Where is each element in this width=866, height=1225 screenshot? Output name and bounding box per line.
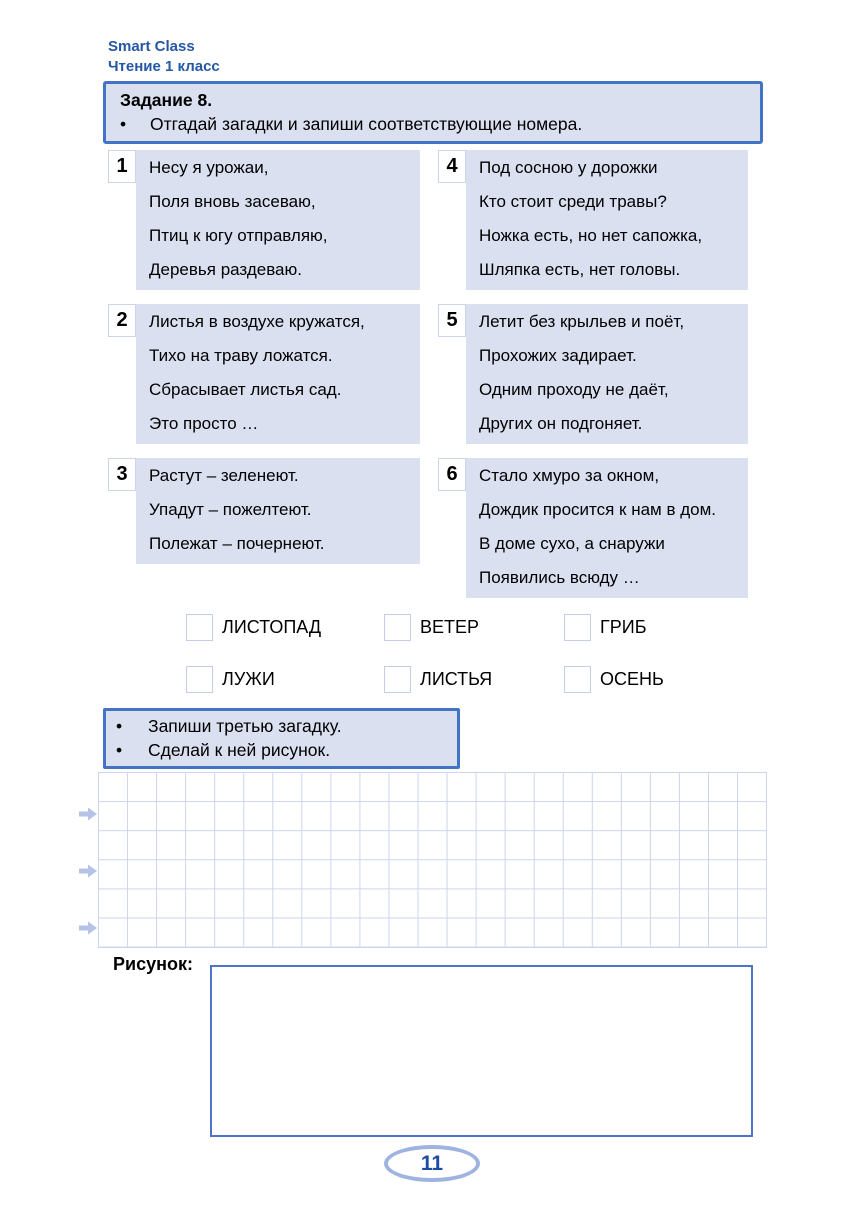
- riddle-text: [466, 150, 748, 290]
- riddle-line: Это просто …: [149, 414, 259, 433]
- riddle-text: [466, 304, 748, 444]
- riddle-card-5: [438, 304, 748, 444]
- answer-label: ЛИСТЬЯ: [420, 669, 493, 689]
- brand-line-1: Smart Class: [108, 38, 195, 55]
- instruction-bullet: [116, 714, 449, 738]
- riddle-line: Растут – зеленеют.: [149, 466, 299, 485]
- drawing-label: Рисунок:: [113, 954, 193, 974]
- answer-item: [384, 666, 564, 693]
- riddle-line: Деревья раздеваю.: [149, 260, 302, 279]
- answer-item: [186, 614, 384, 641]
- riddle-section: [108, 150, 748, 612]
- riddle-text: [136, 150, 420, 290]
- answer-item: [384, 614, 564, 641]
- instruction-text: • Сделай к ней рисунок.: [148, 740, 331, 760]
- riddle-card-2: [108, 304, 420, 444]
- riddle-line: Других он подгоняет.: [479, 414, 643, 433]
- answer-item: [186, 666, 384, 693]
- drawing-area[interactable]: [210, 965, 753, 1137]
- riddle-line: Шляпка есть, нет головы.: [479, 260, 681, 279]
- riddle-line: Прохожих задирает.: [479, 346, 637, 365]
- task-instruction: [120, 112, 748, 136]
- riddle-text: [136, 458, 420, 564]
- riddle-number: 5: [438, 304, 466, 337]
- riddle-number: 3: [108, 458, 136, 491]
- riddle-text: [136, 304, 420, 444]
- riddle-number: 1: [108, 150, 136, 183]
- brand-line-2: Чтение 1 класс: [108, 58, 220, 75]
- page-number: 11: [420, 1151, 444, 1175]
- riddle-line: Тихо на траву ложатся.: [149, 346, 333, 365]
- riddle-line: Дождик просится к нам в дом.: [479, 500, 717, 519]
- answer-checkbox[interactable]: [384, 666, 411, 693]
- riddle-line: В доме сухо, а снаружи: [479, 534, 665, 553]
- answer-checkbox[interactable]: [186, 614, 213, 641]
- writing-grid[interactable]: [98, 772, 767, 948]
- task-header-box: [103, 81, 763, 144]
- instruction-bullet: [116, 738, 449, 762]
- riddle-line: Поля вновь засеваю,: [149, 192, 316, 211]
- answer-label: ВЕТЕР: [420, 617, 480, 637]
- task-instruction-text: • Отгадай загадки и запиши соответствующие номера.: [150, 114, 583, 134]
- riddle-line: Летит без крыльев и поёт,: [479, 312, 685, 331]
- riddle-card-1: [108, 150, 420, 290]
- riddle-line: Ножка есть, но нет сапожка,: [479, 226, 703, 245]
- riddle-line: Появились всюду …: [479, 568, 640, 587]
- secondary-instruction-box: [103, 708, 460, 769]
- answer-label: ЛУЖИ: [222, 669, 275, 689]
- riddle-card-4: [438, 150, 748, 290]
- line-start-arrow-icon: [78, 920, 98, 936]
- riddle-text: [466, 458, 748, 598]
- riddle-number: 4: [438, 150, 466, 183]
- answer-item: [564, 666, 724, 693]
- answer-word-bank: [186, 614, 724, 693]
- answer-checkbox[interactable]: [186, 666, 213, 693]
- answer-label: ЛИСТОПАД: [222, 617, 322, 637]
- line-start-arrow-icon: [78, 806, 98, 822]
- answer-item: [564, 614, 724, 641]
- riddle-line: Одним проходу не даёт,: [479, 380, 669, 399]
- task-title: Задание 8.: [120, 90, 213, 110]
- riddle-line: Под сосною у дорожки: [479, 158, 658, 177]
- riddle-line: Листья в воздухе кружатся,: [149, 312, 365, 331]
- riddle-row: [108, 458, 748, 598]
- answer-checkbox[interactable]: [564, 666, 591, 693]
- riddle-number: 2: [108, 304, 136, 337]
- riddle-line: Кто стоит среди травы?: [479, 192, 667, 211]
- line-start-arrow-icon: [78, 863, 98, 879]
- riddle-line: Стало хмуро за окном,: [479, 466, 660, 485]
- riddle-line: Сбрасывает листья сад.: [149, 380, 342, 399]
- answer-label: ГРИБ: [600, 617, 647, 637]
- riddle-line: Упадут – пожелтеют.: [149, 500, 312, 519]
- riddle-row: [108, 304, 748, 444]
- instruction-text: • Запиши третью загадку.: [148, 716, 342, 736]
- answer-checkbox[interactable]: [564, 614, 591, 641]
- riddle-card-3: [108, 458, 420, 564]
- riddle-row: [108, 150, 748, 290]
- riddle-card-6: [438, 458, 748, 598]
- answer-label: ОСЕНЬ: [600, 669, 664, 689]
- riddle-line: Птиц к югу отправляю,: [149, 226, 328, 245]
- page-number-badge: [384, 1145, 480, 1182]
- riddle-line: Полежат – почернеют.: [149, 534, 325, 553]
- riddle-line: Несу я урожаи,: [149, 158, 269, 177]
- brand-header: [108, 37, 220, 77]
- answer-checkbox[interactable]: [384, 614, 411, 641]
- riddle-number: 6: [438, 458, 466, 491]
